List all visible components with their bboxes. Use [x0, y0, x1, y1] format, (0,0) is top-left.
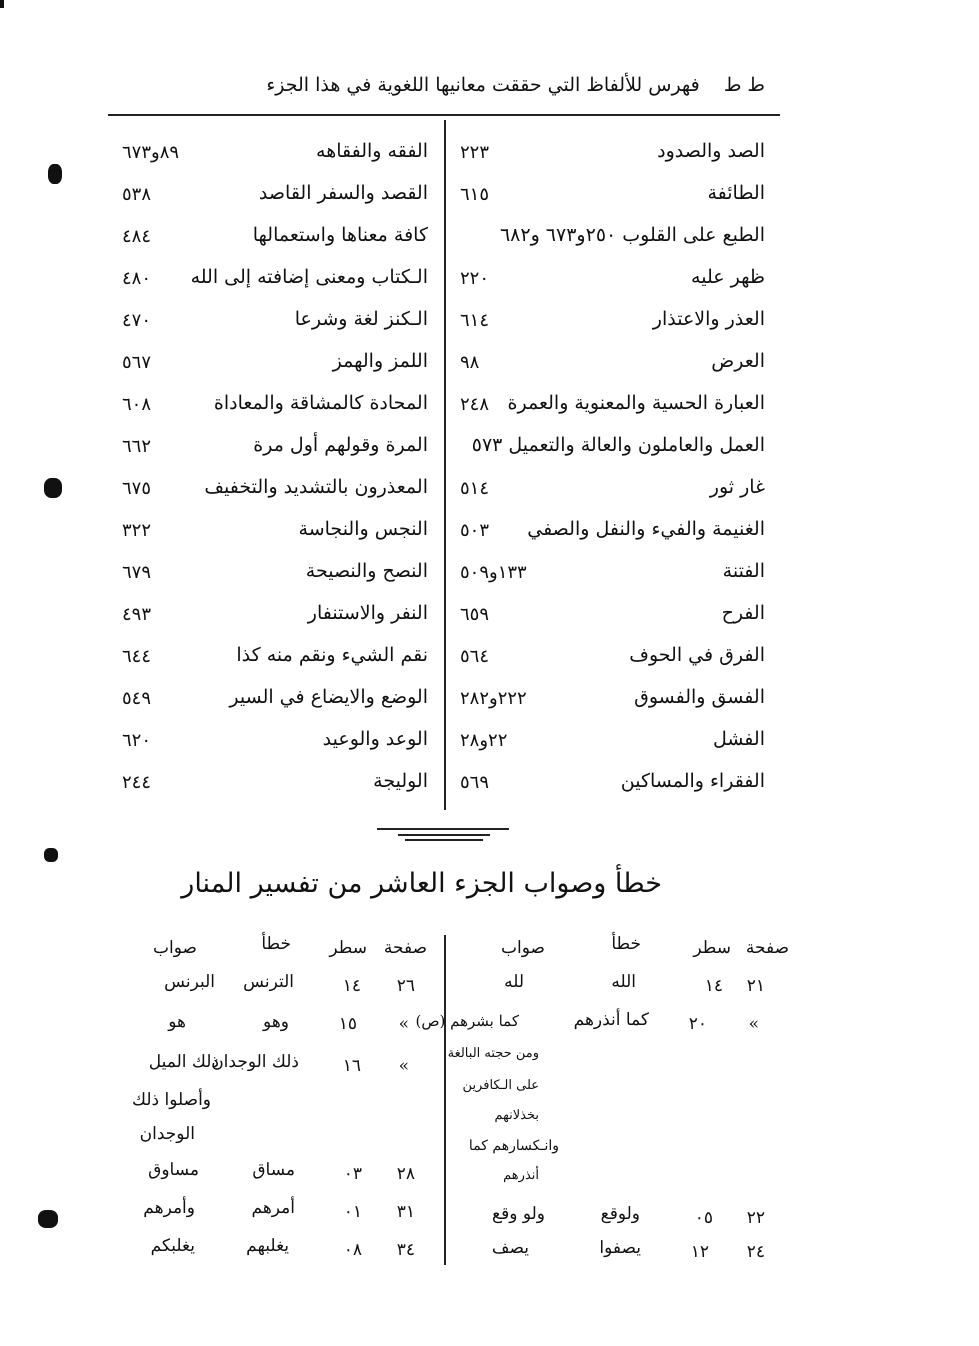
- index-pages: ٦١٥: [460, 184, 490, 205]
- errata-right: وأمرهم: [143, 1198, 195, 1218]
- index-term: العرض: [711, 350, 765, 372]
- index-pages: ٥٦٤: [460, 646, 490, 667]
- page-title: فهرس للألفاظ التي حققت معانيها اللغوية في هذا الجزء: [266, 74, 700, 96]
- index-term: كافة معناها واستعمالها: [252, 224, 428, 246]
- index-term: غار ثور: [709, 476, 765, 498]
- index-pages: ٦٦٢: [122, 436, 152, 457]
- index-pages: ٥٤٩: [122, 688, 152, 709]
- index-pages: ٥٦٧: [122, 352, 152, 373]
- index-pages: ٨٩و٦٧٣: [122, 142, 180, 163]
- errata-wrong: الله: [611, 972, 636, 992]
- errata-right: مساوق: [148, 1160, 199, 1180]
- errata-wrong: ذلك الوجدان: [211, 1052, 299, 1072]
- index-pages: ٢٢٢و٢٨٢: [460, 688, 527, 709]
- header-rule: [108, 114, 780, 116]
- index-pages: ٦٧٩: [122, 562, 152, 583]
- index-term: الطبع على القلوب ٢٥٠و٦٧٣ و٦٨٢: [499, 224, 765, 246]
- index-pages: ١٣٣و٥٠٩: [460, 562, 527, 583]
- errata-line: ١٥: [338, 1014, 357, 1034]
- index-term: المحادة كالمشاقة والمعاداة: [213, 392, 428, 414]
- index-pages: ٤٧٠: [122, 310, 152, 331]
- index-pages: ٥٠٣: [460, 520, 490, 541]
- index-term: الفشل: [712, 728, 765, 750]
- errata-right: وأصلوا ذلك: [132, 1090, 211, 1110]
- index-pages: ٢٤٤: [122, 772, 152, 793]
- errata-wrong: ولوقع: [600, 1204, 640, 1224]
- index-term: الفرق في الحوف: [629, 644, 765, 666]
- index-pages: ٢٢و٢٨: [460, 730, 508, 751]
- errata-page: »: [398, 1014, 409, 1034]
- errata-wrong: أمرهم: [251, 1198, 295, 1218]
- errata-header-line: سطر: [693, 938, 731, 958]
- index-term: الفقراء والمساكين: [620, 770, 765, 792]
- errata-page: »: [748, 1014, 759, 1034]
- index-pages: ٥٣٨: [122, 184, 152, 205]
- errata-wrong: يغلبهم: [246, 1236, 289, 1256]
- errata-right: ومن حجته البالغة: [447, 1046, 539, 1061]
- index-term: الطائفة: [707, 182, 765, 204]
- errata-line: ٠٥: [694, 1208, 713, 1228]
- index-pages: ٢٢٠: [460, 268, 490, 289]
- index-term: الصد والصدود: [657, 140, 765, 162]
- index-term: الـكتاب ومعنى إضافته إلى الله: [190, 266, 428, 288]
- errata-header-right: صواب: [153, 938, 197, 958]
- index-pages: ٤٩٣: [122, 604, 152, 625]
- scan-speck: [0, 0, 4, 8]
- index-term: الفرح: [721, 602, 765, 624]
- errata-header-line: سطر: [329, 938, 367, 958]
- errata-line: ٢٠: [688, 1014, 707, 1034]
- errata-right: لله: [504, 972, 524, 992]
- errata-line: ١٤: [342, 976, 361, 996]
- page-marker: ط ط: [723, 74, 765, 96]
- errata-line: ١٦: [342, 1056, 361, 1076]
- errata-right: الوجدان: [139, 1124, 195, 1144]
- errata-right: البرنس: [164, 972, 215, 992]
- index-term: العبارة الحسية والمعنوية والعمرة: [507, 392, 765, 414]
- errata-right: بخذلانهم: [494, 1108, 539, 1123]
- index-term: الـكنز لغة وشرعا: [294, 308, 428, 330]
- index-column-divider: [444, 120, 446, 810]
- errata-line: ١٢: [690, 1242, 709, 1262]
- errata-header-wrong: خطأ: [611, 934, 641, 954]
- errata-title: خطأ وصواب الجزء العاشر من تفسير المنار: [181, 868, 662, 899]
- index-pages: ٢٤٨: [460, 394, 490, 415]
- errata-line: ٠١: [343, 1202, 362, 1222]
- index-term: الوليجة: [373, 770, 428, 792]
- errata-right: يغلبكم: [150, 1236, 195, 1256]
- index-pages: ٦٧٥: [122, 478, 152, 499]
- errata-page: ٣٤: [396, 1240, 415, 1260]
- errata-right: وانـكسارهم كما: [468, 1138, 559, 1154]
- index-pages: ٦٢٠: [122, 730, 152, 751]
- index-term: النجس والنجاسة: [298, 518, 428, 540]
- errata-right: كما بشرهم (ص): [415, 1012, 519, 1030]
- errata-header-wrong: خطأ: [261, 934, 291, 954]
- errata-page: ٢١: [746, 976, 765, 996]
- section-rule: [405, 839, 483, 841]
- errata-line: ١٤: [704, 976, 723, 996]
- index-term: المرة وقولهم أول مرة: [253, 434, 428, 456]
- index-term: المعذرون بالتشديد والتخفيف: [204, 476, 428, 498]
- errata-line: ٠٨: [343, 1240, 362, 1260]
- index-term: النصح والنصيحة: [305, 560, 428, 582]
- errata-header-right: صواب: [501, 938, 545, 958]
- binding-mark: [44, 478, 62, 498]
- index-term: العمل والعاملون والعالة والتعميل ٥٧٣: [471, 434, 765, 456]
- errata-right: أنذرهم: [503, 1168, 539, 1183]
- section-rule: [398, 834, 490, 836]
- errata-wrong: يصفوا: [599, 1238, 641, 1258]
- errata-right: على الـكافرين: [462, 1078, 539, 1093]
- errata-page: ٢٨: [396, 1164, 415, 1184]
- binding-mark: [44, 848, 58, 862]
- binding-mark: [38, 1210, 58, 1228]
- errata-header-page: صفحة: [383, 938, 427, 958]
- index-pages: ٦٠٨: [122, 394, 152, 415]
- index-pages: ٩٨: [460, 352, 480, 373]
- errata-right: هو: [168, 1012, 186, 1032]
- index-term: الفسق والفسوق: [634, 686, 765, 708]
- index-term: الوضع والايضاع في السير: [229, 686, 428, 708]
- index-term: العذر والاعتذار: [652, 308, 765, 330]
- errata-wrong: وهو: [263, 1012, 289, 1032]
- index-pages: ٥٦٩: [460, 772, 490, 793]
- index-pages: ٣٢٢: [122, 520, 152, 541]
- errata-page: ٢٦: [396, 976, 415, 996]
- index-term: الفقه والفقاهه: [316, 140, 428, 162]
- index-term: الوعد والوعيد: [322, 728, 428, 750]
- errata-right: ولو وقع: [492, 1204, 545, 1224]
- errata-wrong: كما أنذرهم: [573, 1010, 649, 1030]
- errata-column-divider: [444, 935, 446, 1265]
- errata-line: ٠٣: [343, 1164, 362, 1184]
- index-term: القصد والسفر القاصد: [258, 182, 428, 204]
- errata-right: ذلك الميل: [148, 1052, 219, 1072]
- running-header: [225, 74, 765, 96]
- index-term: النفر والاستنفار: [307, 602, 428, 624]
- index-term: الغنيمة والفيء والنفل والصفي: [527, 518, 765, 540]
- errata-page: »: [398, 1056, 409, 1076]
- errata-page: ٢٢: [746, 1208, 765, 1228]
- binding-mark: [48, 164, 62, 184]
- errata-wrong: الترنس: [243, 972, 294, 992]
- errata-wrong: مساق: [252, 1160, 295, 1180]
- index-term: الفتنة: [722, 560, 765, 582]
- index-pages: ٢٢٣: [460, 142, 490, 163]
- index-term: اللمز والهمز: [332, 350, 428, 372]
- index-pages: ٦٥٩: [460, 604, 490, 625]
- section-rule: [377, 828, 509, 830]
- index-pages: ٤٨٤: [122, 226, 152, 247]
- errata-right: يصف: [491, 1238, 529, 1258]
- index-term: نقم الشيء ونقم منه كذا: [236, 644, 428, 666]
- errata-header-page: صفحة: [745, 938, 789, 958]
- index-pages: ٥١٤: [460, 478, 490, 499]
- errata-page: ٢٤: [746, 1242, 765, 1262]
- index-pages: ٦١٤: [460, 310, 490, 331]
- index-term: ظهر عليه: [691, 266, 765, 288]
- index-pages: ٦٤٤: [122, 646, 152, 667]
- errata-page: ٣١: [396, 1202, 415, 1222]
- index-pages: ٤٨٠: [122, 268, 152, 289]
